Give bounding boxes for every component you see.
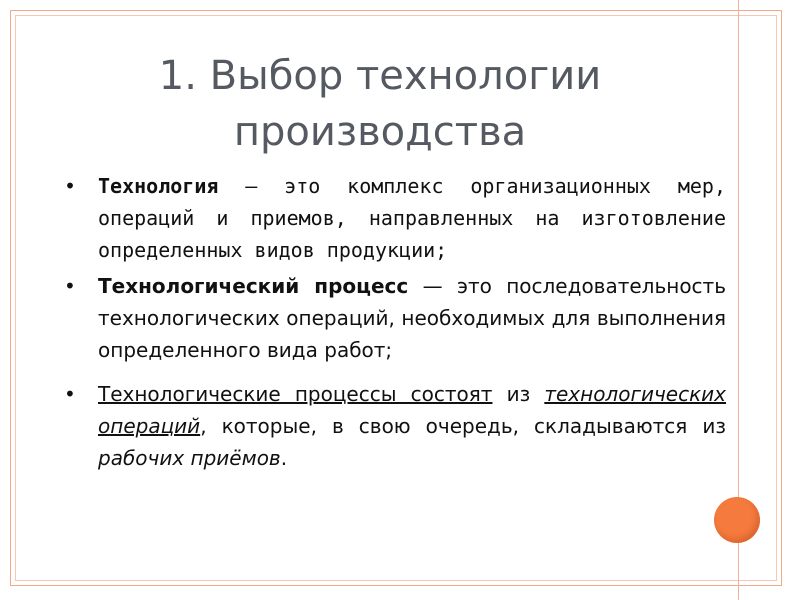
definition-technology: — это комплекс организационных мер, операций и приемов, направленных на изготовление определенных видов продукции; bbox=[98, 174, 726, 262]
bullet-technology bbox=[62, 170, 726, 266]
definition-technological-process: — это последовательность технологических операций, необходимых для выполнения определенного вида работ; bbox=[98, 274, 726, 362]
bullet-process-structure bbox=[62, 378, 726, 474]
term-technology: Технология bbox=[98, 174, 219, 198]
bullet-technological-process bbox=[62, 270, 726, 366]
title-line-2: производства bbox=[233, 109, 527, 155]
bullet-list bbox=[62, 170, 726, 474]
slide-title bbox=[60, 48, 700, 160]
text-period: . bbox=[280, 446, 288, 470]
term-technological-operations: технологических операций bbox=[98, 382, 726, 438]
term-work-techniques: рабочих приёмов bbox=[98, 446, 281, 470]
text-processes-consist: Технологические процессы состоят bbox=[98, 382, 493, 406]
decorative-orange-circle bbox=[714, 497, 760, 543]
term-technological-process: Технологический процесс bbox=[98, 274, 409, 298]
text-of: из bbox=[492, 382, 545, 406]
text-which-consist: , которые, в свою очередь, складываются из bbox=[200, 414, 726, 438]
title-line-1: 1. Выбор технологии bbox=[158, 53, 602, 99]
